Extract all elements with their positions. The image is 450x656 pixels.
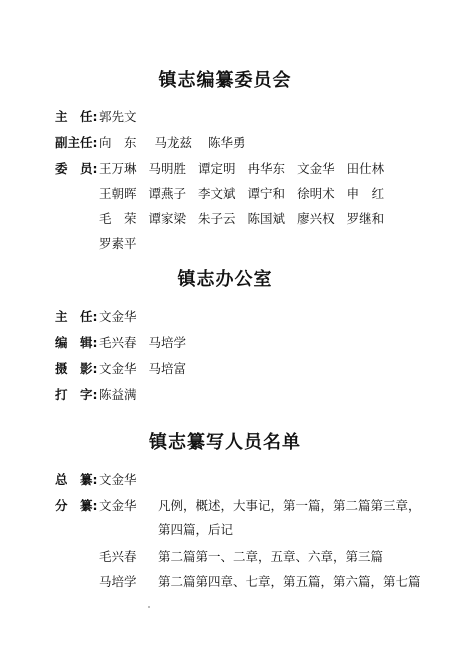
member-name: 谭定明 — [198, 161, 236, 176]
committee-title: 镇志编纂委员会 — [158, 70, 292, 91]
writer-work-line: 凡例，概述，大事记，第一篇，第二篇第三章， — [158, 498, 421, 513]
member-name: 田仕林 — [346, 161, 385, 176]
committee-members-label: 委 员: — [55, 161, 98, 176]
member-name: 马明胜 — [148, 161, 187, 176]
writers-chief-label: 总 纂: — [55, 472, 98, 487]
writer-work-line: 第二篇第一、二章，五章、六章，第三篇 — [158, 549, 384, 564]
office-typist-label: 打 字: — [55, 387, 98, 402]
office-director: 文金华 — [99, 309, 137, 324]
photographer-name: 文金华 — [99, 361, 137, 376]
office-title: 镇志办公室 — [177, 269, 273, 290]
writer-work-line: 第四篇，后记 — [158, 522, 234, 537]
editor-name: 毛兴春 — [99, 335, 137, 350]
member-name: 朱子云 — [198, 211, 236, 226]
writer-work-line: 第二篇第四章、七章，第五篇，第六篇，第七篇 — [158, 574, 421, 589]
member-name: 罗继和 — [346, 211, 385, 226]
committee-deputy-list — [99, 133, 258, 151]
member-name: 徐明术 — [297, 186, 335, 201]
office-photo-label: 摄 影: — [55, 361, 98, 376]
writer-name: 马培学 — [99, 574, 137, 589]
committee-director: 郭先文 — [99, 109, 137, 124]
committee-director-label: 主 任: — [55, 109, 98, 124]
office-director-label: 主 任: — [55, 309, 98, 324]
member-name: 廖兴权 — [297, 211, 335, 226]
members-line-4 — [99, 234, 149, 252]
member-name: 陈国斌 — [247, 211, 286, 226]
committee-deputy-label: 副主任: — [55, 135, 98, 150]
deputy-name: 马龙兹 — [154, 135, 193, 150]
photographer-name: 马培富 — [148, 361, 187, 376]
writer-name: 文金华 — [99, 498, 137, 513]
scan-speck — [148, 606, 150, 608]
office-editor-label: 编 辑: — [55, 335, 98, 350]
member-name: 冉华东 — [247, 161, 286, 176]
writer-name: 毛兴春 — [99, 549, 137, 564]
deputy-name: 陈华勇 — [208, 135, 246, 150]
member-name: 王万琳 — [99, 161, 137, 176]
member-name: 文金华 — [297, 161, 335, 176]
writers-section-label: 分 纂: — [55, 498, 98, 513]
member-name: 王朝晖 — [99, 186, 137, 201]
editor-name: 马培学 — [148, 335, 187, 350]
members-line-3 — [99, 209, 396, 227]
member-name: 谭燕子 — [148, 186, 187, 201]
members-line-2 — [99, 184, 396, 202]
member-name: 谭宁和 — [247, 186, 286, 201]
member-name: 李文斌 — [198, 186, 236, 201]
member-name: 罗素平 — [99, 236, 137, 251]
writers-chief: 文金华 — [99, 472, 137, 487]
office-photo-list — [99, 359, 198, 377]
member-name: 谭家梁 — [148, 211, 187, 226]
member-name: 毛 荣 — [99, 211, 137, 226]
writers-title: 镇志纂写人员名单 — [149, 432, 301, 453]
office-editor-list — [99, 333, 198, 351]
office-typist: 陈益满 — [99, 387, 137, 402]
deputy-name: 向 东 — [99, 135, 137, 150]
member-name: 申 红 — [346, 186, 385, 201]
members-line-1 — [99, 159, 396, 177]
